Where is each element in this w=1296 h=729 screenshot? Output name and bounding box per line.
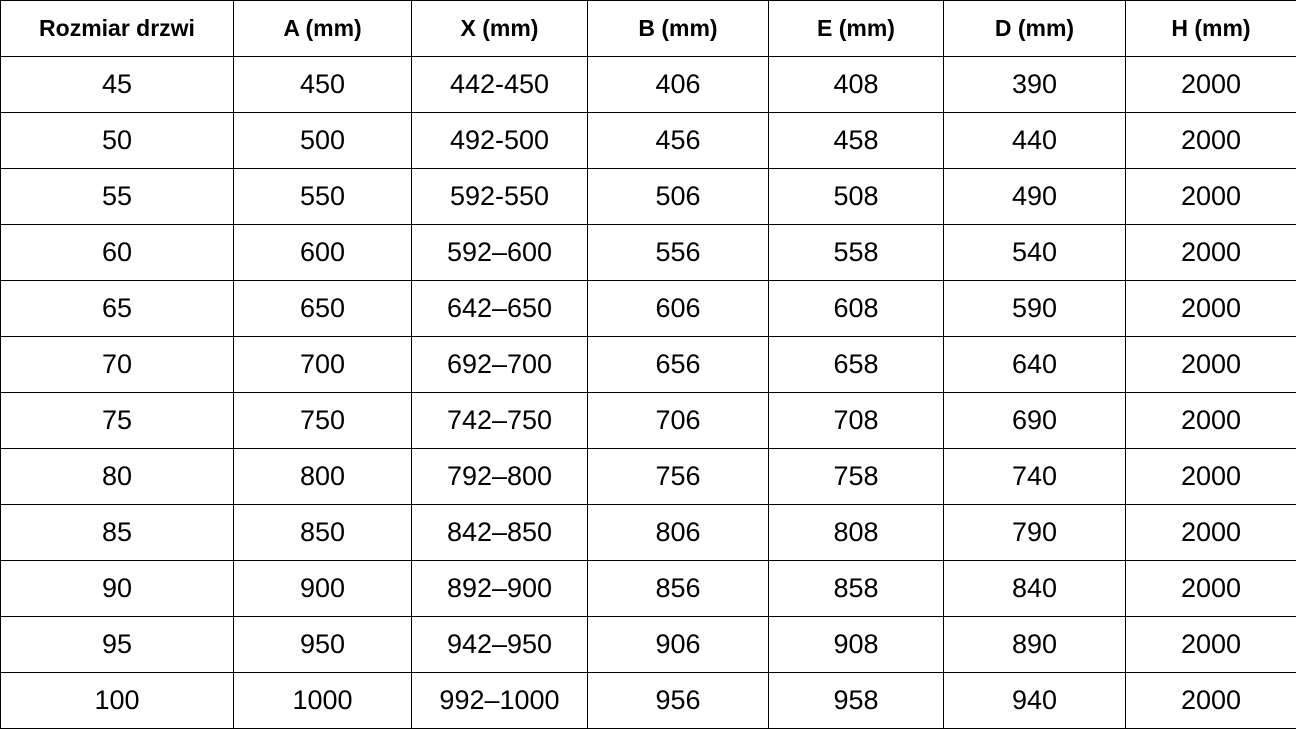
dimension-value-cell: 1000 xyxy=(234,673,412,729)
dimension-value-cell: 590 xyxy=(944,281,1126,337)
header-e-mm: E (mm) xyxy=(769,1,944,57)
dimension-value-cell: 690 xyxy=(944,393,1126,449)
dimension-value-cell: 950 xyxy=(234,617,412,673)
dimension-value-cell: 600 xyxy=(234,225,412,281)
table-body xyxy=(1,57,1296,729)
dimension-value-cell: 650 xyxy=(234,281,412,337)
dimension-value-cell: 656 xyxy=(588,337,769,393)
dimension-value-cell: 2000 xyxy=(1126,449,1296,505)
door-size-cell: 100 xyxy=(1,673,234,729)
dimension-value-cell: 556 xyxy=(588,225,769,281)
header-rozmiar-drzwi: Rozmiar drzwi xyxy=(1,1,234,57)
dimension-value-cell: 808 xyxy=(769,505,944,561)
door-size-cell: 80 xyxy=(1,449,234,505)
dimension-value-cell: 856 xyxy=(588,561,769,617)
table-row xyxy=(1,393,1296,449)
door-size-cell: 55 xyxy=(1,169,234,225)
dimension-value-cell: 490 xyxy=(944,169,1126,225)
table-row xyxy=(1,337,1296,393)
dimension-value-cell: 406 xyxy=(588,57,769,113)
table-header xyxy=(1,1,1296,57)
dimension-value-cell: 708 xyxy=(769,393,944,449)
door-size-cell: 75 xyxy=(1,393,234,449)
dimension-value-cell: 592–600 xyxy=(412,225,588,281)
dimension-value-cell: 458 xyxy=(769,113,944,169)
dimension-value-cell: 992–1000 xyxy=(412,673,588,729)
dimension-value-cell: 942–950 xyxy=(412,617,588,673)
header-a-mm: A (mm) xyxy=(234,1,412,57)
header-row xyxy=(1,1,1296,57)
table-row xyxy=(1,449,1296,505)
dimension-value-cell: 806 xyxy=(588,505,769,561)
dimension-value-cell: 2000 xyxy=(1126,225,1296,281)
dimension-value-cell: 606 xyxy=(588,281,769,337)
dimension-value-cell: 850 xyxy=(234,505,412,561)
table-row xyxy=(1,225,1296,281)
dimension-value-cell: 2000 xyxy=(1126,169,1296,225)
dimension-value-cell: 492-500 xyxy=(412,113,588,169)
door-size-cell: 85 xyxy=(1,505,234,561)
dimension-value-cell: 658 xyxy=(769,337,944,393)
dimension-value-cell: 592-550 xyxy=(412,169,588,225)
dimension-value-cell: 2000 xyxy=(1126,57,1296,113)
dimension-value-cell: 858 xyxy=(769,561,944,617)
dimension-value-cell: 958 xyxy=(769,673,944,729)
header-d-mm: D (mm) xyxy=(944,1,1126,57)
dimension-value-cell: 890 xyxy=(944,617,1126,673)
table-row xyxy=(1,561,1296,617)
dimension-value-cell: 792–800 xyxy=(412,449,588,505)
dimension-value-cell: 450 xyxy=(234,57,412,113)
dimension-value-cell: 2000 xyxy=(1126,617,1296,673)
table-row xyxy=(1,617,1296,673)
table-row xyxy=(1,57,1296,113)
table-row xyxy=(1,281,1296,337)
door-size-cell: 50 xyxy=(1,113,234,169)
dimension-value-cell: 940 xyxy=(944,673,1126,729)
dimension-value-cell: 956 xyxy=(588,673,769,729)
dimension-value-cell: 642–650 xyxy=(412,281,588,337)
table-row xyxy=(1,169,1296,225)
table-row xyxy=(1,113,1296,169)
door-size-cell: 70 xyxy=(1,337,234,393)
dimension-value-cell: 800 xyxy=(234,449,412,505)
table-row xyxy=(1,505,1296,561)
dimension-value-cell: 390 xyxy=(944,57,1126,113)
dimension-value-cell: 840 xyxy=(944,561,1126,617)
dimension-value-cell: 2000 xyxy=(1126,113,1296,169)
dimension-value-cell: 756 xyxy=(588,449,769,505)
dimension-value-cell: 790 xyxy=(944,505,1126,561)
dimension-value-cell: 2000 xyxy=(1126,673,1296,729)
door-size-cell: 45 xyxy=(1,57,234,113)
dimension-value-cell: 2000 xyxy=(1126,393,1296,449)
dimension-value-cell: 692–700 xyxy=(412,337,588,393)
dimension-value-cell: 750 xyxy=(234,393,412,449)
dimension-value-cell: 440 xyxy=(944,113,1126,169)
dimension-value-cell: 700 xyxy=(234,337,412,393)
dimension-value-cell: 2000 xyxy=(1126,505,1296,561)
table-row xyxy=(1,673,1296,729)
door-size-cell: 60 xyxy=(1,225,234,281)
dimension-value-cell: 740 xyxy=(944,449,1126,505)
header-x-mm: X (mm) xyxy=(412,1,588,57)
dimension-value-cell: 2000 xyxy=(1126,337,1296,393)
dimension-value-cell: 506 xyxy=(588,169,769,225)
door-size-cell: 65 xyxy=(1,281,234,337)
door-size-cell: 90 xyxy=(1,561,234,617)
door-size-cell: 95 xyxy=(1,617,234,673)
dimension-value-cell: 408 xyxy=(769,57,944,113)
dimension-value-cell: 892–900 xyxy=(412,561,588,617)
dimension-value-cell: 500 xyxy=(234,113,412,169)
dimension-value-cell: 842–850 xyxy=(412,505,588,561)
header-b-mm: B (mm) xyxy=(588,1,769,57)
header-h-mm: H (mm) xyxy=(1126,1,1296,57)
dimension-value-cell: 908 xyxy=(769,617,944,673)
dimension-value-cell: 900 xyxy=(234,561,412,617)
dimension-value-cell: 2000 xyxy=(1126,281,1296,337)
dimension-value-cell: 2000 xyxy=(1126,561,1296,617)
dimension-value-cell: 456 xyxy=(588,113,769,169)
dimension-value-cell: 508 xyxy=(769,169,944,225)
dimension-value-cell: 558 xyxy=(769,225,944,281)
dimension-value-cell: 442-450 xyxy=(412,57,588,113)
dimension-value-cell: 640 xyxy=(944,337,1126,393)
dimension-value-cell: 706 xyxy=(588,393,769,449)
dimension-value-cell: 550 xyxy=(234,169,412,225)
dimension-value-cell: 758 xyxy=(769,449,944,505)
dimension-value-cell: 608 xyxy=(769,281,944,337)
dimension-value-cell: 540 xyxy=(944,225,1126,281)
dimension-value-cell: 906 xyxy=(588,617,769,673)
dimension-value-cell: 742–750 xyxy=(412,393,588,449)
